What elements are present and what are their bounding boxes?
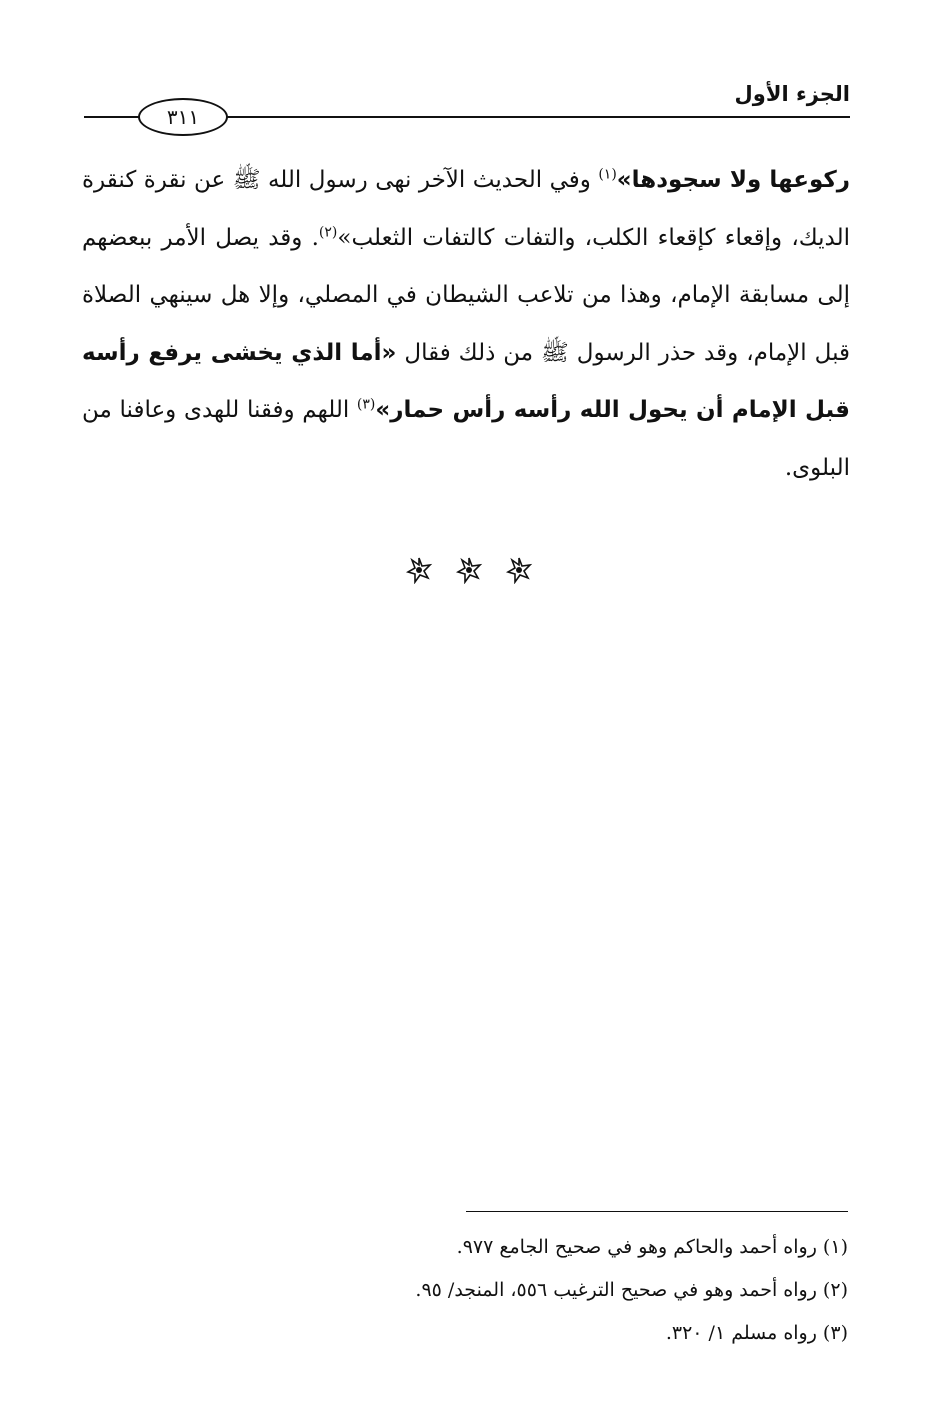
- running-head: الجزء الأول: [734, 82, 850, 106]
- footnote-1: (١) رواه أحمد والحاكم وهو في صحيح الجامع ٩٧٧.: [456, 1236, 848, 1258]
- bold-hadith: «أما الذي يخشى يرفع رأسه قبل الإمام أن يحول الله رأسه رأس حمار»: [82, 339, 850, 423]
- page-number-oval: [138, 98, 228, 136]
- footnote-3: (٣) رواه مسلم ١/ ٣٢٠.: [665, 1322, 848, 1344]
- body-paragraph: [82, 152, 850, 497]
- text-run: . وقد يصل الأمر ببعضهم إلى مسابقة الإمام، وهذا من تلاعب الشيطان في المصلي، وإلا هل سينهي الصلاة قبل الإمام، وقد حذر الرسول ﷺ من ذلك فقال: [82, 224, 851, 366]
- page-number: ٣١١: [166, 105, 200, 129]
- footnote-ref-2: (٢): [318, 223, 338, 240]
- footnotes: [148, 1226, 848, 1355]
- bold-phrase: ركوعها ولا سجودها»: [616, 167, 850, 193]
- text-run: اللهم وفقنا للهدى وعافنا من البلوى.: [82, 397, 850, 481]
- footnote-rule: [466, 1211, 848, 1212]
- footnote-ref-1: (١): [598, 166, 617, 183]
- flower-ornament-icon: [405, 556, 433, 584]
- footnote-2: (٢) رواه أحمد وهو في صحيح الترغيب ٥٥٦، المنجد/ ٩٥.: [415, 1279, 848, 1301]
- footnote-ref-3: (٣): [356, 396, 376, 413]
- text-run: وفي الحديث الآخر نهى رسول الله ﷺ عن نقرة كنقرة الديك، وإقعاء كإقعاء الكلب، والتفات كالتفات الثعلب»: [82, 167, 850, 251]
- flower-ornament-icon: [455, 556, 483, 584]
- section-separator: [0, 556, 938, 584]
- flower-ornament-icon: [505, 556, 533, 584]
